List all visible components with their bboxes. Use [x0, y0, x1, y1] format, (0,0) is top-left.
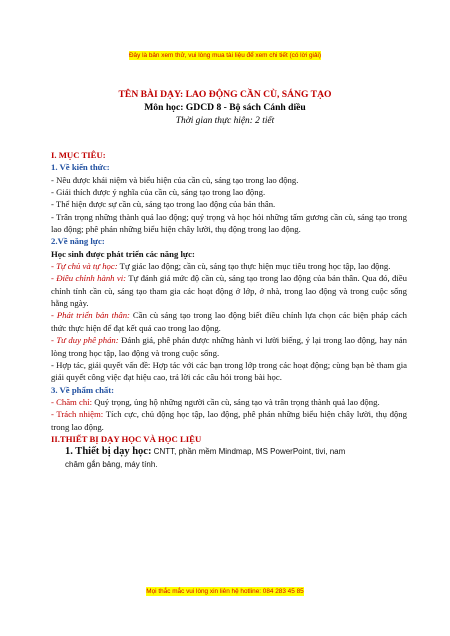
hotline-text: Mọi thắc mắc vui lòng xin liên hệ hotline: 084 283 45 85 [146, 588, 304, 595]
preview-notice-banner [0, 52, 450, 59]
subject-line: Môn học: GDCD 8 - Bộ sách Cánh diều [144, 102, 306, 113]
knowledge-item: - Nêu được khái niệm và biểu hiện của cần cù, sáng tạo trong lao động. [51, 174, 299, 185]
equipment-label: Thiết bị dạy học: [72, 446, 152, 458]
skill-text: - Hợp tác, giải quyết vấn đề: Hợp tác với các bạn trong lớp trong các hoạt động; cùng bạn bè tham gia giải quyết công việc đạt hiệu cao, trả lời các câu hỏi trong bài học. [51, 359, 407, 383]
equipment-item [51, 445, 407, 458]
duration-line: Thời gian thực hiện: 2 tiết [175, 116, 275, 126]
skill-item [51, 359, 407, 384]
quality-label: - Chăm chỉ: [51, 396, 93, 407]
skills-lead: Học sinh được phát triển các năng lực: [51, 248, 195, 259]
skill-item [51, 260, 407, 272]
skill-label: - Phát triển bản thân: [51, 310, 130, 321]
quality-text: Quý trọng, ủng hộ những người cần cù, sáng tạo và trân trọng thành quả lao động. [92, 396, 380, 407]
skill-item [51, 334, 407, 359]
hotline-banner [0, 588, 450, 595]
document-body [51, 149, 407, 471]
skill-text: Tự giác lao động; cần cù, sáng tạo thực hiện mục tiêu trong học tập, lao động. [117, 261, 391, 272]
skill-text: Tự đánh giá mức độ cần cù, sáng tạo trong lao động của bản thân. Qua đó, điều chỉnh tính cần cù, sáng tạo tham gia các hoạt động ở lớp, ở nhà, trong lao động và trong cuộc sống hằng ngày. [51, 273, 407, 309]
equipment-text: CNTT, phần mềm Mindmap, MS PowerPoint, tivi, nam [151, 447, 346, 457]
section-heading-equipment: II.THIẾT BỊ DẠY HỌC VÀ HỌC LIỆU [51, 433, 202, 444]
lesson-title: TÊN BÀI DẠY: LAO ĐỘNG CẦN CÙ, SÁNG TẠO [118, 89, 332, 100]
skill-label: - Tự chủ và tự học: [51, 261, 118, 272]
quality-item [51, 408, 407, 433]
qualities-heading: 3. Về phẩm chất: [51, 384, 115, 395]
preview-notice-text: Đây là bản xem thử, vui lòng mua tài liệu để xem chi tiết (có lời giải) [128, 52, 322, 59]
skill-label: - Điều chỉnh hành vi: [51, 273, 127, 284]
quality-text: Tích cực, chủ động học tập, lao động, phê phán những biểu hiện chây lười, thụ động trong lao động. [51, 409, 407, 432]
skills-heading: 2.Về năng lực: [51, 236, 105, 247]
skill-text: Đánh giá, phê phán được những hành vi lười biếng, ỷ lại trong lao động, hay nản lòng trong học tập, lao động và trong cuộc sống. [51, 335, 407, 358]
skill-item [51, 309, 407, 334]
knowledge-heading: 1. Về kiến thức: [51, 162, 110, 173]
skill-label: - Tư duy phê phán: [51, 335, 119, 346]
knowledge-item: - Trân trọng những thành quả lao động; quý trọng và học hỏi những tấm gương cần cù, sáng tạo trong lao động; phê phán những biểu hiện chây lười, thụ động trong lao động. [51, 211, 407, 235]
quality-item [51, 396, 407, 408]
skill-text: Cần cù sáng tạo trong lao động biết điều chỉnh lựa chọn các biện pháp cách thức thực hiện để đạt kết quả cao trong lao động. [51, 310, 407, 333]
section-heading-objectives: I. MỤC TIÊU: [51, 150, 106, 160]
equipment-text-cont: châm gắn bảng, máy tính. [65, 459, 158, 469]
knowledge-item: - Thể hiện được sự cần cù, sáng tạo trong lao động của bản thân. [51, 199, 276, 210]
quality-label: - Trách nhiệm: [51, 409, 104, 420]
knowledge-item: - Giải thích được ý nghĩa của cần cù, sáng tạo trong lao động. [51, 187, 266, 198]
equipment-number: 1. [65, 446, 73, 458]
skill-item [51, 272, 407, 309]
